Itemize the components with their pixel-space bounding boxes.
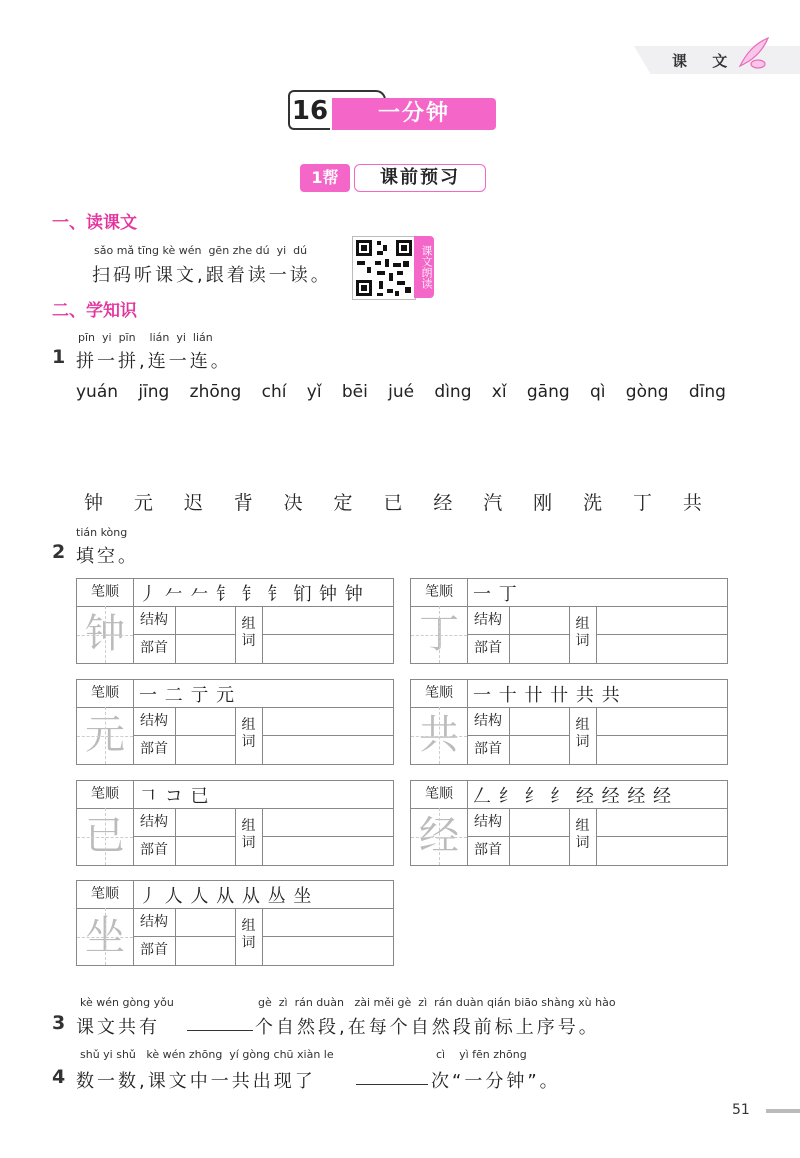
hanzi-item[interactable]: 共: [682, 492, 702, 514]
qr-code[interactable]: [352, 236, 416, 300]
words-label: 组词: [569, 606, 597, 663]
stroke-order: 丿 𠂉 𠂉 钅 钅 钅 钔 钟 钟: [139, 584, 364, 605]
footer-decoration: [766, 1109, 800, 1113]
hanzi-item[interactable]: 背: [233, 492, 253, 514]
strokes-label: 笔顺: [77, 781, 134, 808]
quill-icon: [736, 36, 772, 74]
radical-label: 部首: [133, 836, 176, 865]
strokes-label: 笔顺: [77, 881, 134, 908]
q4-text-b: 次“一分钟”。: [431, 1071, 561, 1092]
pinyin-item[interactable]: gòng: [625, 382, 669, 402]
char-card-3: [410, 679, 728, 765]
model-character: 元: [77, 707, 134, 764]
words-label: 组词: [569, 707, 597, 764]
structure-label: 结构: [467, 707, 510, 735]
stroke-order: 一 十 卄 卄 共 共: [473, 685, 621, 706]
q2-number: 2: [52, 541, 66, 563]
q1-number: 1: [52, 346, 66, 368]
char-card-2: [76, 679, 394, 765]
section-tag-badge: 1帮: [300, 164, 350, 192]
model-character: 钟: [77, 606, 134, 663]
pinyin-item[interactable]: dīng: [688, 382, 726, 402]
pinyin-item[interactable]: xǐ: [491, 382, 507, 402]
q1-pinyin: pīn yi pīn lián yi lián: [78, 331, 213, 344]
strokes-label: 笔顺: [411, 781, 468, 808]
part1-pinyin: sǎo mǎ tīng kè wén gēn zhe dú yi dú: [94, 244, 308, 257]
radical-label: 部首: [133, 936, 176, 965]
pinyin-item[interactable]: jīng: [138, 382, 170, 402]
model-character: 经: [411, 808, 468, 865]
model-character: 共: [411, 707, 468, 764]
char-card-1: [410, 578, 728, 664]
radical-label: 部首: [467, 634, 510, 663]
hanzi-item[interactable]: 洗: [583, 492, 603, 514]
q3-pinyin-b: gè zì rán duàn zài měi gè zì rán duàn qián biāo shàng xù hào: [258, 996, 616, 1009]
lesson-title: 一分钟: [332, 98, 496, 130]
q2-pinyin: tián kòng: [76, 526, 128, 539]
radical-label: 部首: [133, 735, 176, 764]
q4-pinyin-b: cì yì fēn zhōng: [436, 1048, 527, 1061]
pinyin-item[interactable]: yuán: [76, 382, 119, 402]
structure-label: 结构: [467, 808, 510, 836]
stroke-order: 𠃍 コ 已: [139, 786, 210, 807]
part2-heading: 二、学知识: [52, 301, 137, 321]
q3-text-b: 个自然段,在每个自然段前标上序号。: [255, 1017, 600, 1038]
stroke-order: 丿 人 人 从 从 丛 坐: [139, 886, 313, 907]
stroke-order: 𠃋 纟 纟 纟 经 经 经 经: [473, 786, 673, 807]
q4-blank[interactable]: [356, 1068, 428, 1089]
model-character: 已: [77, 808, 134, 865]
part1-heading: 一、读课文: [52, 213, 137, 233]
words-label: 组词: [235, 808, 263, 865]
radical-label: 部首: [467, 836, 510, 865]
stroke-order: 一 二 亍 元: [139, 685, 236, 706]
words-label: 组词: [569, 808, 597, 865]
qr-side-label: 课文朗读: [414, 236, 434, 298]
hanzi-item[interactable]: 决: [283, 492, 303, 514]
header-section: 课 文: [672, 52, 738, 70]
pinyin-item[interactable]: zhōng: [189, 382, 242, 402]
hanzi-item[interactable]: 定: [333, 492, 353, 514]
hanzi-item[interactable]: 经: [433, 492, 453, 514]
model-character: 坐: [77, 908, 134, 965]
structure-label: 结构: [133, 707, 176, 735]
section-tag: [300, 164, 486, 192]
hanzi-item[interactable]: 丁: [632, 492, 652, 514]
char-card-5: [410, 780, 728, 866]
char-card-0: [76, 578, 394, 664]
hanzi-item[interactable]: 刚: [533, 492, 553, 514]
hanzi-row: [84, 488, 702, 515]
lesson-number: 16: [288, 90, 330, 130]
pinyin-item[interactable]: chí: [261, 382, 287, 402]
q4-number: 4: [52, 1066, 66, 1088]
q4-pinyin-a: shǔ yi shǔ kè wén zhōng yí gòng chū xiàn le: [80, 1048, 334, 1061]
pinyin-item[interactable]: bēi: [341, 382, 368, 402]
section-tag-label: 课前预习: [354, 164, 486, 192]
pinyin-item[interactable]: yǐ: [306, 382, 322, 402]
q4-text-a: 数一数,课文中一共出现了: [76, 1071, 316, 1092]
stroke-order: 一 丁: [473, 584, 518, 605]
radical-label: 部首: [467, 735, 510, 764]
structure-label: 结构: [133, 606, 176, 634]
words-label: 组词: [235, 707, 263, 764]
q3-text-a: 课文共有: [76, 1017, 160, 1038]
q3-number: 3: [52, 1012, 66, 1034]
pinyin-item[interactable]: qì: [589, 382, 606, 402]
char-card-4: [76, 780, 394, 866]
pinyin-item[interactable]: gāng: [526, 382, 570, 402]
hanzi-item[interactable]: 元: [133, 492, 153, 514]
strokes-label: 笔顺: [77, 579, 134, 606]
part1-text: 扫码听课文,跟着读一读。: [92, 265, 332, 286]
structure-label: 结构: [133, 808, 176, 836]
pinyin-row: [76, 382, 726, 402]
words-label: 组词: [235, 908, 263, 965]
pinyin-item[interactable]: jué: [388, 382, 415, 402]
q3-blank[interactable]: [187, 1014, 253, 1035]
q2-text: 填空。: [76, 546, 139, 567]
words-label: 组词: [235, 606, 263, 663]
char-card-6: [76, 880, 394, 966]
hanzi-item[interactable]: 迟: [183, 492, 203, 514]
lesson-title-block: [288, 90, 496, 130]
structure-label: 结构: [467, 606, 510, 634]
model-character: 丁: [411, 606, 468, 663]
strokes-label: 笔顺: [411, 680, 468, 707]
structure-label: 结构: [133, 908, 176, 936]
q3-pinyin-a: kè wén gòng yǒu: [80, 996, 174, 1009]
radical-label: 部首: [133, 634, 176, 663]
pinyin-item[interactable]: dìng: [434, 382, 472, 402]
q1-text: 拼一拼,连一连。: [76, 351, 232, 372]
strokes-label: 笔顺: [411, 579, 468, 606]
hanzi-item[interactable]: 汽: [483, 492, 503, 514]
hanzi-item[interactable]: 钟: [84, 492, 104, 514]
hanzi-item[interactable]: 已: [383, 492, 403, 514]
strokes-label: 笔顺: [77, 680, 134, 707]
page-number: 51: [732, 1102, 750, 1118]
